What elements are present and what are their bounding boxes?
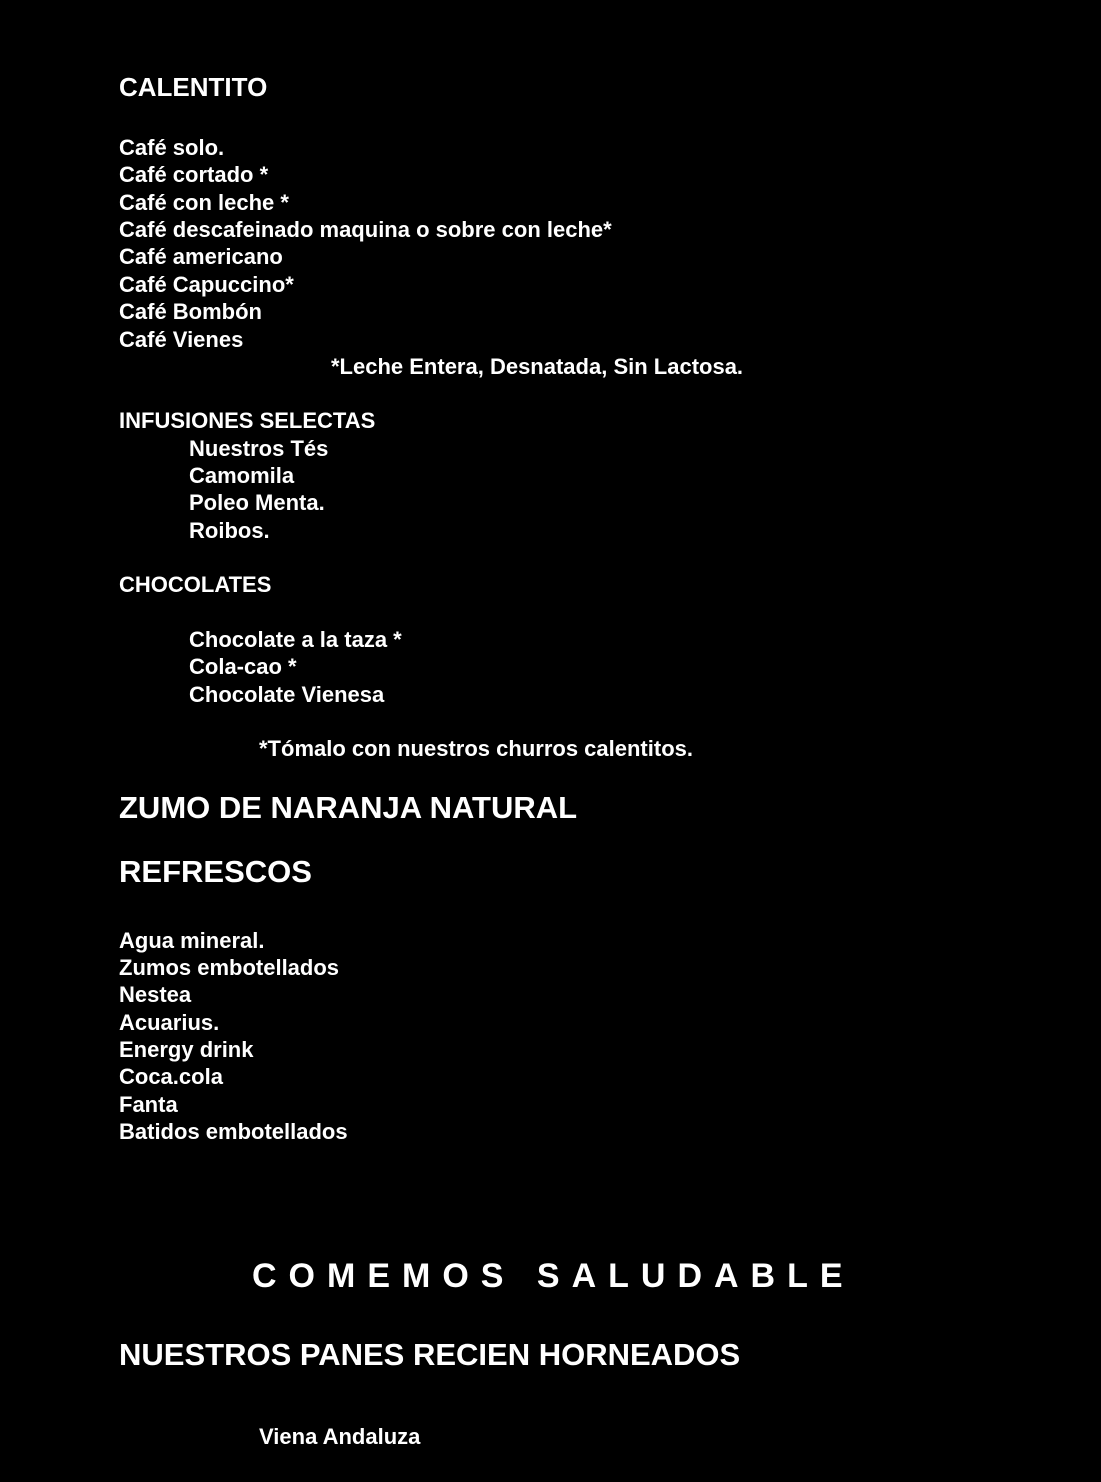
menu-item: Café americano <box>119 244 283 269</box>
section-title-saludable: COMEMOS SALUDABLE <box>252 1257 855 1295</box>
menu-item: Cola-cao * <box>189 654 297 679</box>
section-title-panes: NUESTROS PANES RECIEN HORNEADOS <box>119 1337 741 1372</box>
menu-item: Nuestros Tés <box>189 436 329 461</box>
section-title-calentito: CALENTITO <box>119 72 268 102</box>
menu-item: Café con leche * <box>119 190 289 215</box>
menu-item: Fanta <box>119 1092 178 1117</box>
menu-item: Agua mineral. <box>119 928 265 953</box>
menu-item: Café Bombón <box>119 299 262 324</box>
section-title-infusiones: INFUSIONES SELECTAS <box>119 408 376 433</box>
menu-item: Acuarius. <box>119 1010 220 1035</box>
menu-item: Camomila <box>189 463 295 488</box>
menu-item: Café cortado * <box>119 162 269 187</box>
menu-item: Batidos embotellados <box>119 1119 348 1144</box>
menu-item: Café Capuccino* <box>119 272 294 297</box>
menu-item: Café descafeinado maquina o sobre con leche* <box>119 217 612 242</box>
menu-item: Nestea <box>119 982 192 1007</box>
menu-item: Café solo. <box>119 135 225 160</box>
section-title-zumo: ZUMO DE NARANJA NATURAL <box>119 790 578 825</box>
menu-item: Café Vienes <box>119 327 244 352</box>
menu-item: Roibos. <box>189 518 270 543</box>
milk-note: *Leche Entera, Desnatada, Sin Lactosa. <box>331 354 744 379</box>
menu-item: Chocolate a la taza * <box>189 627 402 652</box>
menu-item: Energy drink <box>119 1037 254 1062</box>
menu-item: Poleo Menta. <box>189 490 325 515</box>
menu-item: Chocolate Vienesa <box>189 682 385 707</box>
section-title-chocolates: CHOCOLATES <box>119 572 272 597</box>
section-title-refrescos: REFRESCOS <box>119 854 312 889</box>
menu-item: Coca.cola <box>119 1064 223 1089</box>
menu-item: Zumos embotellados <box>119 955 340 980</box>
churros-note: *Tómalo con nuestros churros calentitos. <box>259 736 693 761</box>
menu-item: Viena Andaluza <box>259 1424 421 1449</box>
